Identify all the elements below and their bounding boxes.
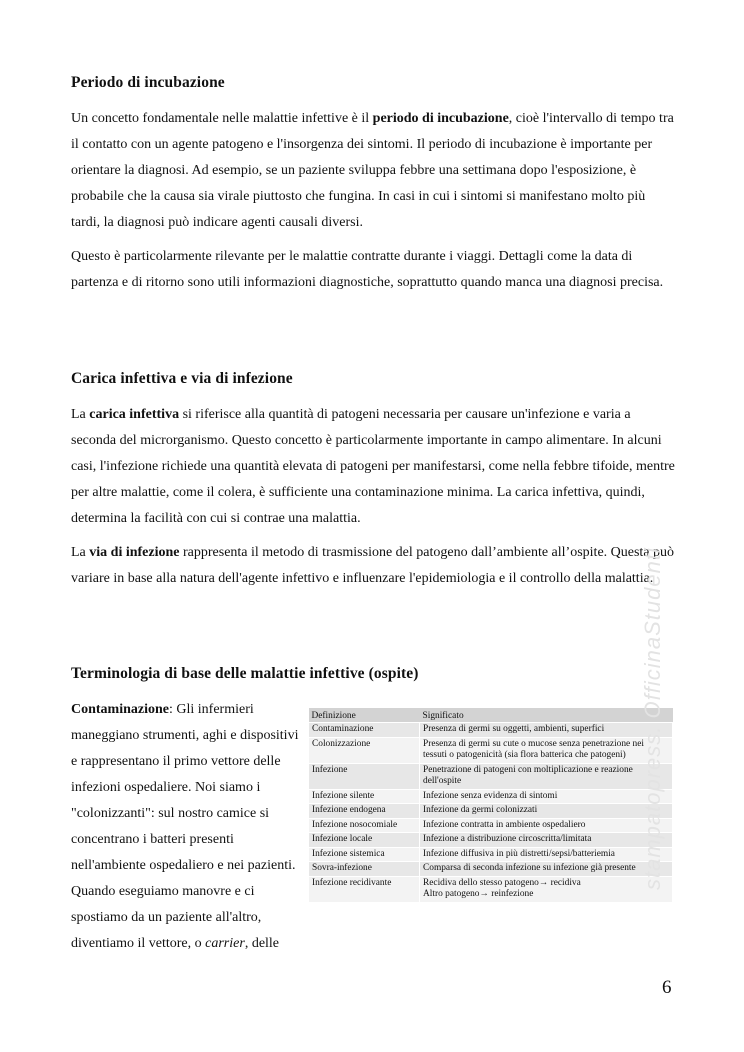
italic-term: carrier	[205, 936, 245, 951]
paragraph-incubation-2	[71, 244, 677, 296]
table-cell-definition: Contaminazione	[309, 723, 420, 738]
bold-term: periodo di incubazione	[372, 111, 509, 126]
table-row	[309, 862, 673, 877]
table-cell-definition: Sovra-infezione	[309, 862, 420, 877]
table-header-row	[309, 708, 673, 723]
watermark: stampatopress. OfficinaStudenti	[640, 547, 665, 890]
table-cell-meaning: Penetrazione di patogeni con moltiplicazione e reazione dell'ospite	[420, 763, 673, 789]
section-title-infective-load: Carica infettiva e via di infezione	[71, 370, 293, 387]
paragraph-contamination	[71, 697, 307, 957]
table-cell-meaning: Presenza di germi su oggetti, ambienti, superfici	[420, 723, 673, 738]
table-row	[309, 804, 673, 819]
paragraph-infective-load	[71, 402, 677, 532]
table-cell-definition: Colonizzazione	[309, 737, 420, 763]
table-row	[309, 847, 673, 862]
table-cell-definition: Infezione	[309, 763, 420, 789]
text-run: , cioè l'intervallo di tempo tra il contatto con un agente patogeno e l'insorgenza dei sintomi. Il periodo di incubazione è importante per orientare la diagnosi. Ad esempio, se un paziente sviluppa febbre una settimana dopo l'esposizione, è probabile che la causa sia virale piuttosto che fungina. In casi in cui i sintomi si manifestano molto più tardi, la diagnosi può indicare agenti causali diversi.	[71, 111, 674, 230]
table-row	[309, 723, 673, 738]
table-row	[309, 737, 673, 763]
table-header-definition: Definizione	[309, 708, 420, 723]
text-run: si riferisce alla quantità di patogeni necessaria per causare un'infezione e varia a seconda del microrganismo. Questo concetto è particolarmente importante in campo alimentare. In alcuni casi, l'infezione richiede una quantità elevata di patogeni per manifestarsi, come nella febbre tifoide, mentre per altre malattie, come il colera, è sufficiente una contaminazione minima. La carica infettiva, quindi, determina la facilità con cui si contrae una malattia.	[71, 407, 675, 526]
bold-term: Contaminazione	[71, 702, 169, 717]
table-cell-meaning: Infezione da germi colonizzati	[420, 804, 673, 819]
table-cell-meaning: Presenza di germi su cute o mucose senza penetrazione nei tessuti o patogenicità (sia flora batterica che patogeni)	[420, 737, 673, 763]
paragraph-incubation-1	[71, 106, 677, 236]
bold-term: via di infezione	[89, 545, 180, 560]
table-cell-meaning: Infezione senza evidenza di sintomi	[420, 789, 673, 804]
table-cell-meaning: Recidiva dello stesso patogeno→ recidiva Altro patogeno→ reinfezione	[420, 876, 673, 902]
section-title-terminology: Terminologia di base delle malattie infettive (ospite)	[71, 665, 419, 682]
section-title-incubation: Periodo di incubazione	[71, 74, 225, 91]
table-row	[309, 876, 673, 902]
terminology-table	[308, 708, 673, 903]
text-run: rappresenta il metodo di trasmissione del patogeno dall’ambiente all’ospite. Questa può variare in base alla natura dell'agente infettivo e influenzare l'epidemiologia e il controllo della malattia.	[71, 545, 675, 586]
table-cell-definition: Infezione endogena	[309, 804, 420, 819]
text-run: Questo è particolarmente rilevante per le malattie contratte durante i viaggi. Dettagli come la data di partenza e di ritorno sono utili informazioni diagnostiche, soprattutto quando manca una diagnosi precisa.	[71, 249, 664, 290]
text-run: La	[71, 545, 90, 560]
paragraph-infection-route	[71, 540, 677, 592]
bold-term: carica infettiva	[89, 407, 180, 422]
text-run: La	[71, 407, 90, 422]
table-row	[309, 763, 673, 789]
table-cell-definition: Infezione locale	[309, 833, 420, 848]
table-row	[309, 818, 673, 833]
table-row	[309, 833, 673, 848]
table-cell-definition: Infezione silente	[309, 789, 420, 804]
table-cell-definition: Infezione nosocomiale	[309, 818, 420, 833]
text-run: : Gli infermieri maneggiano strumenti, aghi e dispositivi e rappresentano il primo vettore delle infezioni ospedaliere. Noi siamo i "colonizzanti": sul nostro camice si concentrano i batteri presenti nell'ambiente ospedaliero e nei pazienti. Quando eseguiamo manovre e ci spostiamo da un paziente all'altro, diventiamo il vettore, o	[71, 702, 299, 951]
text-run: Un concetto fondamentale nelle malattie infettive è il	[71, 111, 373, 126]
table-cell-meaning: Infezione diffusiva in più distretti/sepsi/batteriemia	[420, 847, 673, 862]
table-cell-meaning: Infezione a distribuzione circoscritta/limitata	[420, 833, 673, 848]
table-body	[309, 723, 673, 903]
table-cell-definition: Infezione recidivante	[309, 876, 420, 902]
table-cell-meaning: Infezione contratta in ambiente ospedaliero	[420, 818, 673, 833]
table-cell-meaning: Comparsa di seconda infezione su infezione già presente	[420, 862, 673, 877]
text-run: , delle	[244, 936, 280, 951]
page-number: 6	[662, 977, 672, 998]
table-row	[309, 789, 673, 804]
table-header-meaning: Significato	[420, 708, 673, 723]
table-cell-definition: Infezione sistemica	[309, 847, 420, 862]
